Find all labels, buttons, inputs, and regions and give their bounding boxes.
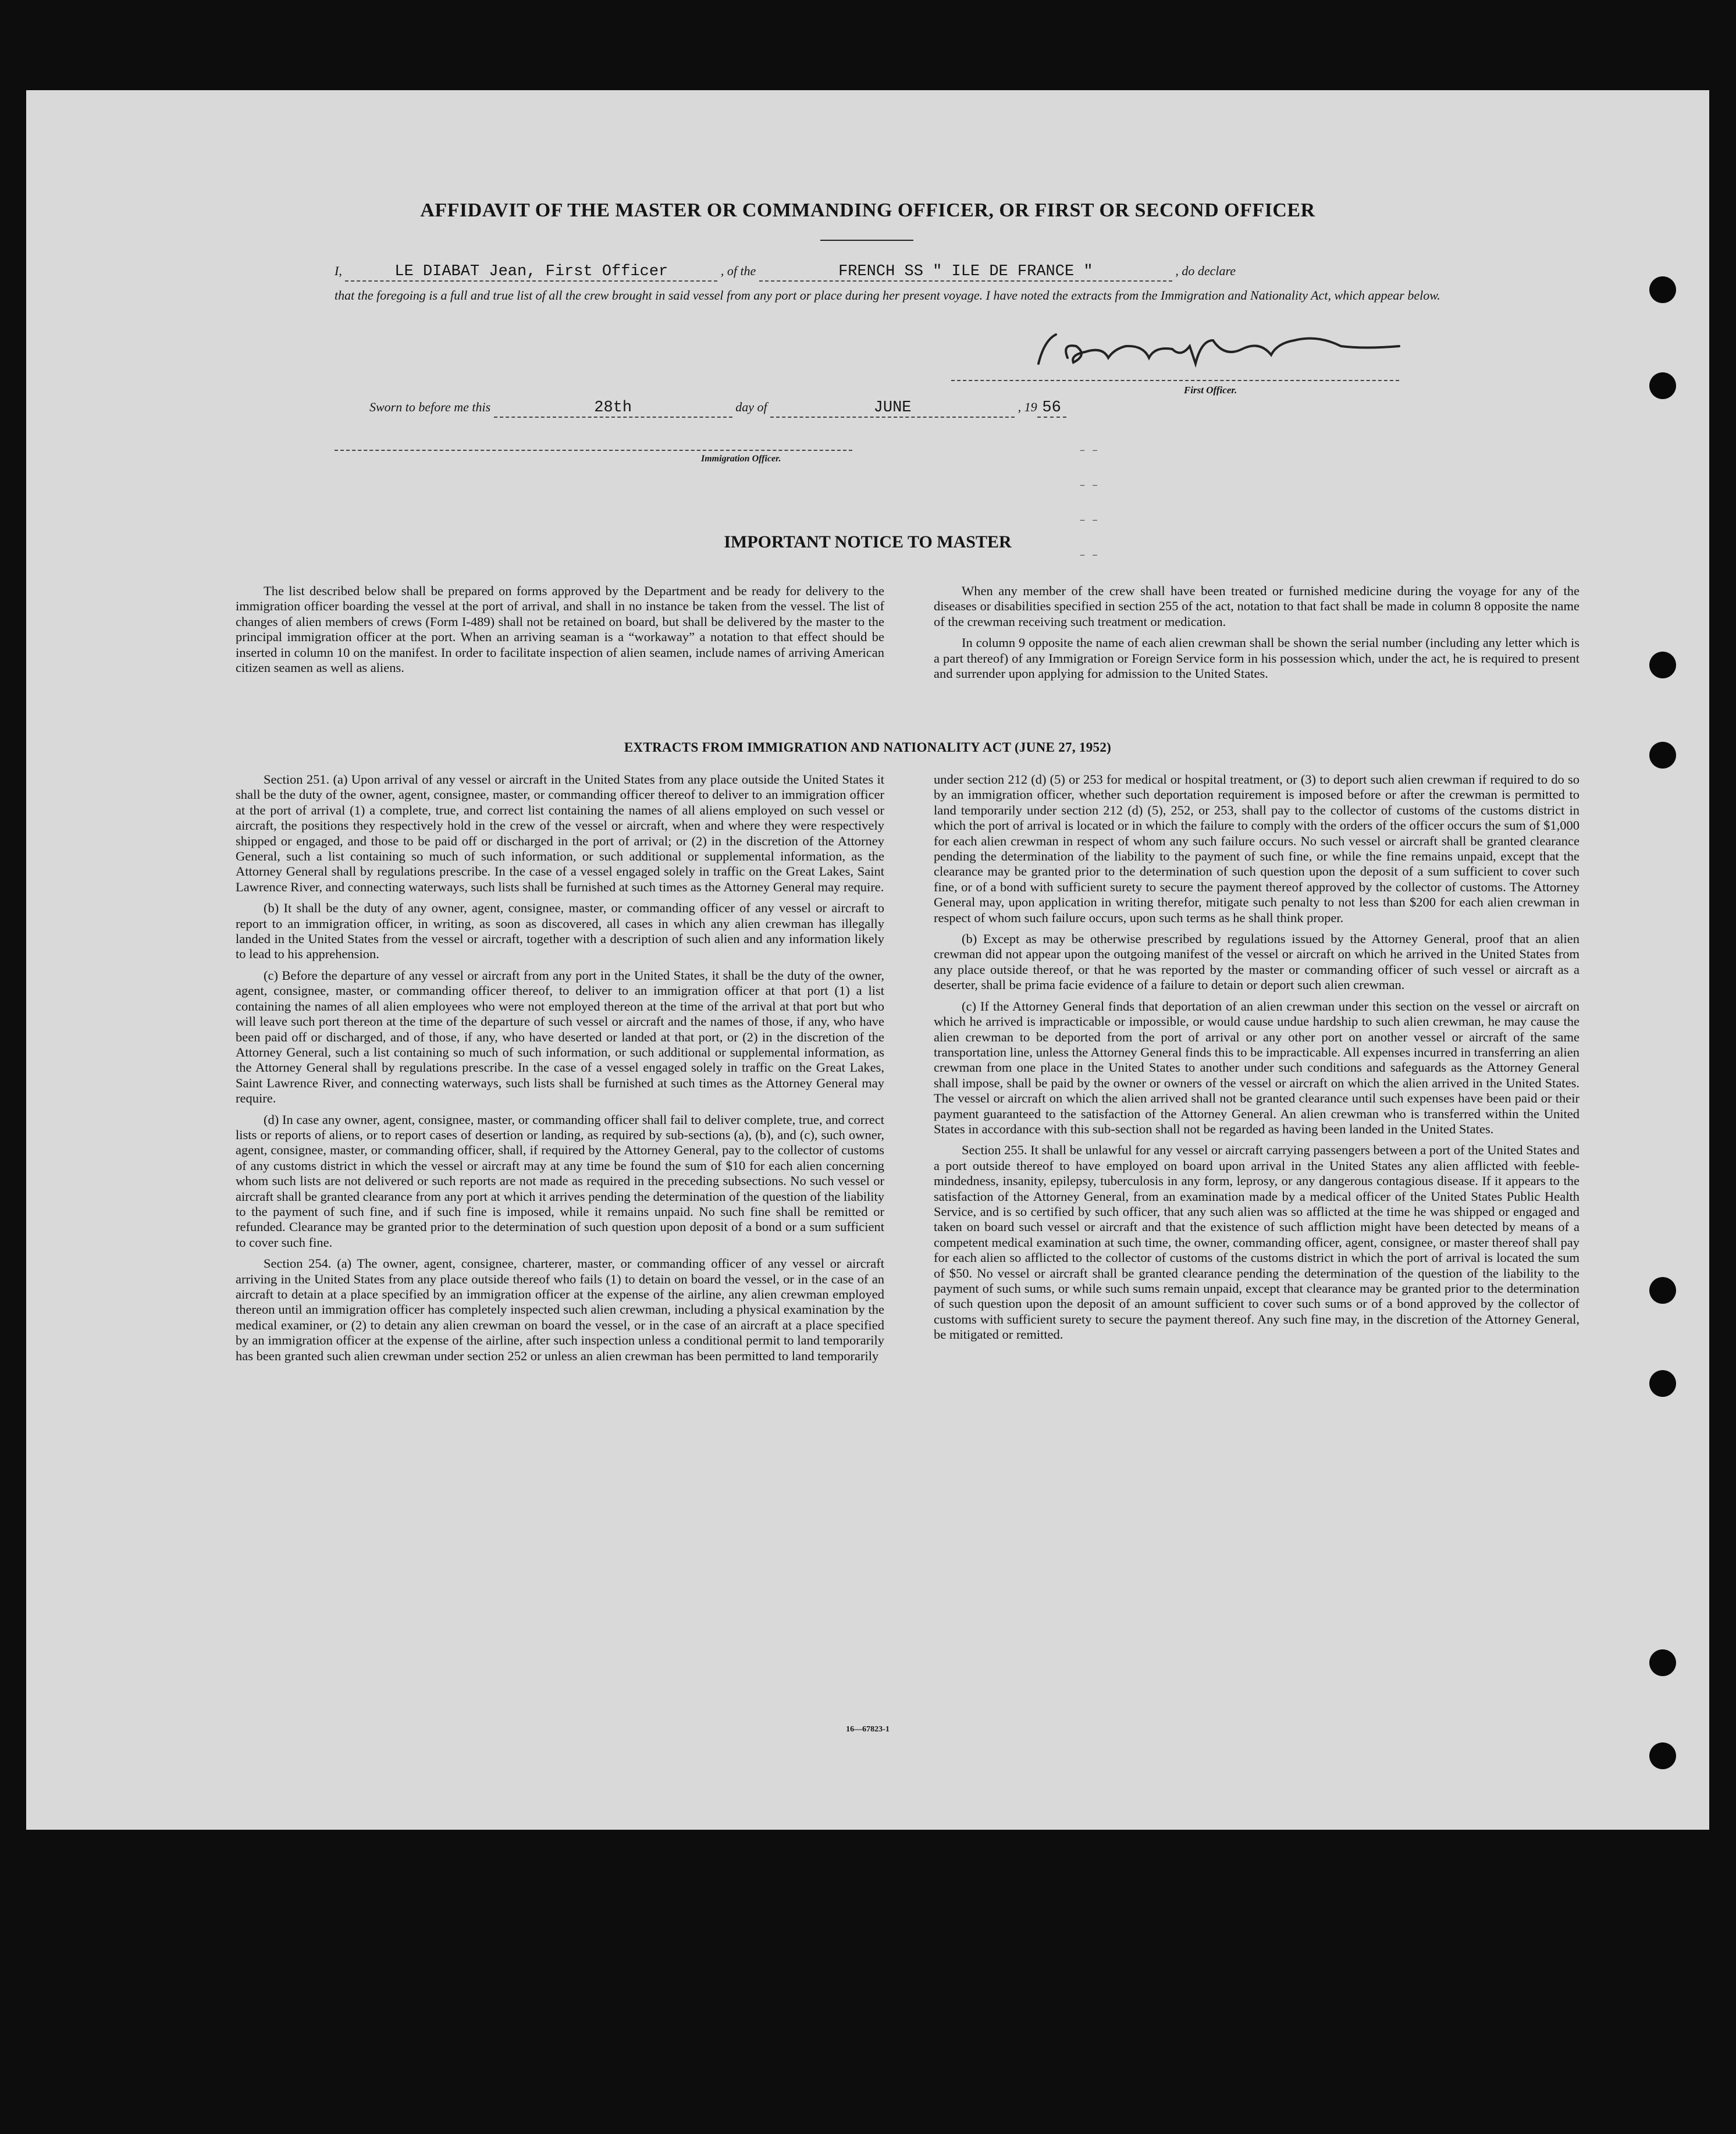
bleed-through-marks: – – – – – – – –	[1079, 445, 1098, 561]
section-251a: Section 251. (a) Upon arrival of any vessel or aircraft in the United States from any place outside the United States it shall be the duty of the owner, agent, consignee, master, or commanding officer thereof to deliver to an immigration officer at the port of arrival (1) a complete, true, and correct list containing the names of all aliens employed on such vessel or aircraft, the positions they respectively hold in the crew of the vessel or aircraft, when and where they were respectively shipped or engaged, and those to be paid off or discharged in the port of arrival; or (2) in the discretion of the Attorney General, such a list containing so much of such information, or such additional or supplemental information, as the Attorney General shall by regulations prescribe. In the case of a vessel engaged solely in traffic on the Great Lakes, Saint Lawrence River, and connecting waterways, such lists shall be furnished at such times as the Attorney General may require.	[236, 772, 884, 894]
decl-of-the: , of the	[720, 264, 756, 278]
sworn-year-field: 56	[1037, 399, 1066, 418]
extracts-heading: EXTRACTS FROM IMMIGRATION AND NATIONALITY ACT (JUNE 27, 1952)	[624, 740, 1112, 755]
notice-right-paragraph-1: When any member of the crew shall have been treated or furnished medicine during the voyage for any of the diseases or disabilities specified in section 255 of the act, notation to that fact shall be made in column 8 opposite the name of the crewman receiving such treatment or medication.	[934, 584, 1580, 629]
punch-hole	[1649, 1649, 1676, 1676]
extracts-left-column	[236, 772, 884, 1370]
punch-hole	[1649, 1277, 1676, 1304]
section-255: Section 255. It shall be unlawful for any vessel or aircraft carrying passengers between a port of the United States and a port outside thereof to have employed on board upon arrival in the United States any alien afflicted with feeble-mindedness, insanity, epilepsy, tuberculosis in any form, leprosy, or any dangerous contagious disease. If it appears to the satisfaction of the Attorney General, from an examination made by a medical officer of the United States Public Health Service, and is so certified by such officer, that any such alien was so afflicted at the time he was shipped or engaged and taken on board such vessel or aircraft and that the existence of such affliction might have been detected by means of a competent medical examination at such time, the owner, commanding officer, agent, consignee, or master thereof shall pay for each alien so afflicted to the collector of customs of the customs district in which the port of arrival is located the sum of $50. No vessel or aircraft shall be granted clearance pending the determination of the question of the liability to the payment of such sums, or while such sums remain unpaid, except that clearance may be granted prior to the determination of such question upon the deposit of an amount sufficient to cover such sums or of a bond approved by the collector of customs with sufficient surety to secure the payment thereof. Any such fine may, in the discretion of the Attorney General, be mitigated or remitted.	[934, 1143, 1580, 1342]
section-254a: Section 254. (a) The owner, agent, consignee, charterer, master, or commanding officer of any vessel or aircraft arriving in the United States from any place outside thereof who fails (1) to detain on board the vessel, or in the case of an aircraft to detain at a place specified by an immigration officer at the expense of the airline, any alien crewman employed thereon until an immigration officer has completely inspected such alien crewman, including a physical examination by the medical examiner, or (2) to detain any alien crewman on board the vessel, or in the case of an aircraft at a place specified by an immigration officer at the expense of the airline, after such inspection unless a conditional permit to land temporarily has been granted such alien crewman under section 252 or unless an alien crewman has been permitted to land temporarily	[236, 1256, 884, 1363]
punch-hole	[1649, 742, 1676, 769]
punch-hole	[1649, 652, 1676, 678]
document-page	[26, 90, 1709, 1830]
extracts-right-column	[934, 772, 1580, 1349]
officer-signature	[969, 323, 1411, 375]
notice-left-paragraph: The list described below shall be prepared on forms approved by the Department and be ready for delivery to the immigration officer boarding the vessel at the port of arrival, and shall in no instance be taken from the vessel. The list of changes of alien members of crews (Form I-489) shall not be retained on board, but shall be delivered by the master to the principal immigration officer at the port. When an arriving seaman is a “workaway” a notation to that effect should be inserted in column 10 on the manifest. In order to facilitate inspection of alien seamen, include names of arriving American citizen seamen as well as aliens.	[236, 584, 884, 675]
punch-hole	[1649, 1370, 1676, 1397]
sworn-prefix: Sworn to before me this	[369, 400, 491, 414]
section-254b: (b) Except as may be otherwise prescribed by regulations issued by the Attorney General, proof that an alien crewman did not appear upon the outgoing manifest of the vessel or aircraft on which he arrived in the United States from any place outside thereof, or that he was reported by the master or commanding officer of such vessel or aircraft as a deserter, shall be prima facie evidence of a failure to detain or deport such alien crewman.	[934, 931, 1580, 993]
punch-hole	[1649, 276, 1676, 303]
year-prefix: , 19	[1018, 400, 1037, 414]
section-251d: (d) In case any owner, agent, consignee, master, or commanding officer shall fail to deliver complete, true, and correct lists or reports of aliens, or to report cases of desertion or landing, as required by sub-sections (a), (b), and (c), such owner, agent, consignee, master, or commanding officer, shall, if required by the Attorney General, pay to the collector of customs of any customs district in which the vessel or aircraft may at any time be found the sum of $10 for each alien concerning whom such lists are not delivered or such reports are not made as required in the preceding subsections. No such vessel or aircraft shall be granted clearance from any port at which it arrives pending the determination of the question of the liability to the payment of such fine, and if such fine is imposed, while it remains unpaid. No such fine shall be remitted or refunded. Clearance may be granted prior to the determination of such question upon deposit of a bond or a sum sufficient to cover such fine.	[236, 1112, 884, 1250]
officer-name-field: LE DIABAT Jean, First Officer	[345, 263, 717, 282]
signature-line	[951, 380, 1399, 381]
notice-right-column	[934, 584, 1580, 687]
decl-i: I,	[335, 264, 342, 278]
section-251b: (b) It shall be the duty of any owner, agent, consignee, master, or commanding officer of any vessel or aircraft to report to an immigration officer, in writing, as soon as discovered, all cases in which any alien crewman has illegally landed in the United States from the vessel or aircraft, together with a description of such alien and any information likely to lead to his apprehension.	[236, 901, 884, 962]
punch-hole	[1649, 1742, 1676, 1769]
title-divider	[820, 240, 913, 241]
declaration-block	[335, 259, 1457, 305]
day-of-label: day of	[735, 400, 767, 414]
immigration-officer-line	[335, 450, 852, 451]
notice-left-column	[236, 584, 884, 681]
section-254c: (c) If the Attorney General finds that deportation of an alien crewman under this section on the vessel or aircraft on which he arrived is impracticable or impossible, or would cause undue hardship to such alien crewman, he may cause the alien crewman to be deported from the port of arrival or any other port on another vessel or aircraft of the same transportation line, unless the Attorney General finds this to be impracticable. All expenses incurred in transferring an alien crewman from one place in the United States to another under such conditions and safeguards as the Attorney General shall impose, shall be paid by the owner or owners of the vessel or aircraft on which the alien arrived in the United States. The vessel or aircraft on which the alien arrived shall not be granted clearance until such expenses have been paid or their payment guaranteed to the satisfaction of the Attorney General. An alien crewman who is transferred within the United States in accordance with this sub-section shall not be regarded as having been landed in the United States.	[934, 998, 1580, 1136]
notice-right-paragraph-2: In column 9 opposite the name of each alien crewman shall be shown the serial number (including any letter which is a part thereof) of any Immigration or Foreign Service form in his possession which, under the act, he is required to present and surrender upon applying for admission to the United States.	[934, 635, 1580, 681]
decl-do-declare: , do declare	[1175, 264, 1236, 278]
declaration-text: that the foregoing is a full and true list of all the crew brought in said vessel from any port or place during her present voyage. I have noted the extracts from the Immigration and Nationality Act, which appear below.	[335, 288, 1440, 303]
punch-hole	[1649, 372, 1676, 399]
immigration-officer-label: Immigration Officer.	[701, 454, 781, 464]
sworn-month-field: JUNE	[770, 399, 1015, 418]
section-254a-continued: under section 212 (d) (5) or 253 for medical or hospital treatment, or (3) to deport such alien crewman if required to do so by an immigration officer, whether such deportation requirement is imposed before or after the crewman is permitted to land temporarily under section 212 (d) (5), 252, or 253, shall pay to the collector of customs of the customs district in which the port of arrival is located or in which the failure to comply with the orders of the officer occurs the sum of $1,000 for each alien crewman in respect of whom any such failure occurs. No such vessel or aircraft shall be granted clearance pending the determination of the liability to the payment of such fine, or while the fine remains unpaid, except that the clearance may be granted prior to the determination of such question upon the deposit of a sum sufficient to cover such fine, or of a bond with sufficient surety to secure the payment thereof approved by the collector of customs. The Attorney General may, upon application in writing therefor, mitigate such penalty to not less than $200 for each alien crewman in respect of whom such failure occurs, upon such terms as he shall think proper.	[934, 772, 1580, 925]
signature-label: First Officer.	[1184, 385, 1237, 396]
vessel-name-field: FRENCH SS " ILE DE FRANCE "	[759, 263, 1172, 282]
notice-heading: IMPORTANT NOTICE TO MASTER	[724, 532, 1012, 552]
sworn-day-field: 28th	[494, 399, 732, 418]
affidavit-title: AFFIDAVIT OF THE MASTER OR COMMANDING OFFICER, OR FIRST OR SECOND OFFICER	[420, 200, 1315, 221]
sworn-line	[369, 396, 1066, 419]
section-251c: (c) Before the departure of any vessel or aircraft from any port in the United States, it shall be the duty of the owner, agent, consignee, master, or commanding officer thereof, to deliver to an immigration officer at that port (1) a list containing the names of all alien employees who were not employed thereon at the time of the arrival at that port but who will leave such port thereon at the time of the departure of such vessel or aircraft and the names of those, if any, who have been paid off or discharged, and of those, if any, who have deserted or landed at that port, or (2) in the discretion of the Attorney General, such a list containing so much of such information, or such additional or supplemental information, as the Attorney General shall by regulations prescribe. In the case of a vessel engaged solely in traffic on the Great Lakes, Saint Lawrence River, and connecting waterways, such lists shall be furnished at such times as the Attorney General may require.	[236, 968, 884, 1106]
form-number: 16—67823-1	[846, 1725, 890, 1734]
